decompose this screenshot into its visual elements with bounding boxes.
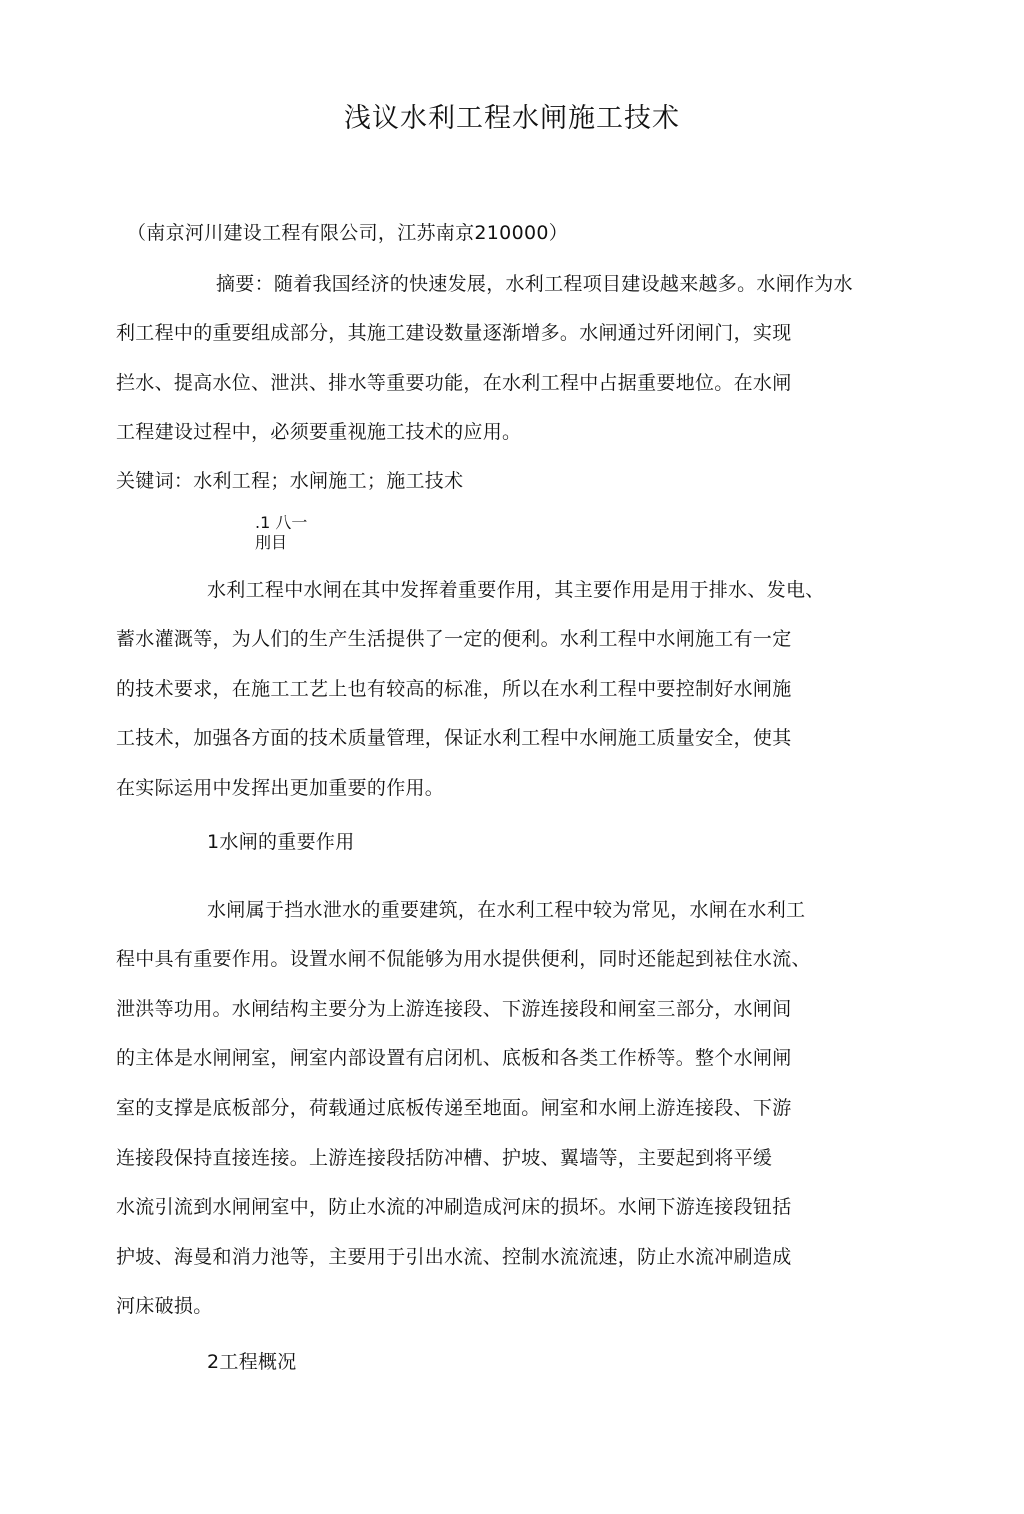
page-title: 浅议水利工程水闸施工技术 bbox=[344, 103, 680, 134]
paragraph-line: 的主体是水闸闸室，闸室内部设置有启闭机、底板和各类工作桥等。整个水闸闸 bbox=[116, 1047, 792, 1069]
paragraph-line: 连接段保持直接连接。上游连接段括防冲槽、护坡、翼墙等，主要起到将平缓 bbox=[116, 1147, 773, 1169]
paragraph-line: 护坡、海曼和消力池等，主要用于引出水流、控制水流流速，防止水流冲刷造成 bbox=[116, 1246, 792, 1268]
intro-section-label: 刖目 bbox=[255, 533, 288, 552]
paragraph-line: 泄洪等功用。水闸结构主要分为上游连接段、下游连接段和闸室三部分，水闸间 bbox=[116, 998, 792, 1020]
paragraph-line: 室的支撑是底板部分，荷载通过底板传递至地面。闸室和水闸上游连接段、下游 bbox=[116, 1097, 792, 1119]
paragraph-line: 河床破损。 bbox=[116, 1295, 213, 1317]
affiliation: （南京河川建设工程有限公司，江苏南京210000） bbox=[127, 222, 569, 244]
paragraph-line: 水流引流到水闸闸室中，防止水流的冲刷造成河床的损坏。水闸下游连接段钮括 bbox=[116, 1196, 792, 1218]
paragraph-line: 水闸属于挡水泄水的重要建筑，在水利工程中较为常见，水闸在水利工 bbox=[207, 899, 806, 921]
paragraph-line: 程中具有重要作用。设置水闸不侃能够为用水提供便利，同时还能起到袪住水流、 bbox=[116, 948, 811, 970]
paragraph-line: 水利工程中水闸在其中发挥着重要作用，其主要作用是用于排水、发电、 bbox=[207, 579, 825, 601]
intro-section-number: .1 八一 bbox=[255, 513, 308, 532]
section-2-heading: 2工程概况 bbox=[207, 1351, 297, 1373]
paragraph-line: 工技术，加强各方面的技术质量管理，保证水利工程中水闸施工质量安全，使其 bbox=[116, 727, 792, 749]
abstract-line: 工程建设过程中，必须要重视施工技术的应用。 bbox=[116, 421, 522, 443]
abstract-line: 拦水、提高水位、泄洪、排水等重要功能，在水利工程中占据重要地位。在水闸 bbox=[116, 372, 792, 394]
paragraph-line: 蓄水灌溉等，为人们的生产生活提供了一定的便利。水利工程中水闸施工有一定 bbox=[116, 628, 792, 650]
abstract-line: 摘要：随着我国经济的快速发展，水利工程项目建设越来越多。水闸作为水 bbox=[216, 273, 853, 295]
paragraph-line: 在实际运用中发挥出更加重要的作用。 bbox=[116, 777, 445, 799]
paragraph-line: 的技术要求，在施工工艺上也有较高的标准，所以在水利工程中要控制好水闸施 bbox=[116, 678, 792, 700]
section-1-heading: 1水闸的重要作用 bbox=[207, 831, 355, 853]
keywords: 关键词：水利工程；水闸施工；施工技术 bbox=[116, 470, 464, 492]
abstract-line: 利工程中的重要组成部分，其施工建设数量逐渐增多。水闸通过歼闭闸门，实现 bbox=[116, 322, 792, 344]
